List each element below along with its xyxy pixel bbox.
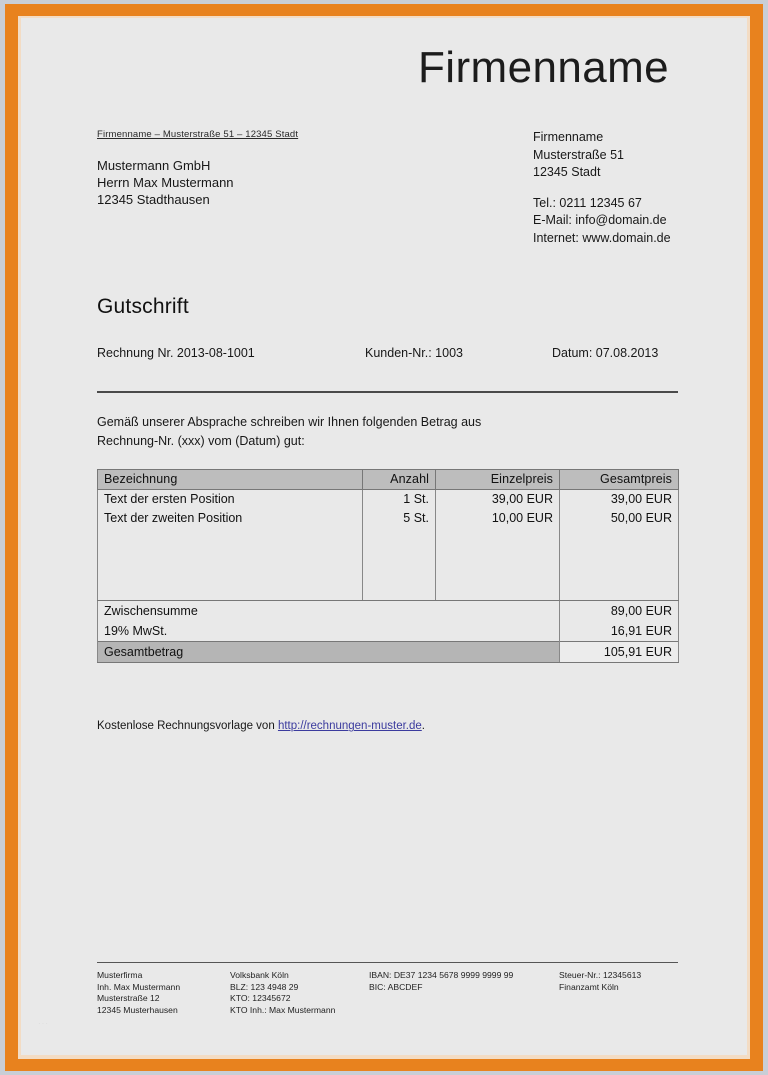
- grand-total-row: [98, 642, 679, 663]
- footer-bank-name: Volksbank Köln: [230, 970, 289, 980]
- footer-divider: [97, 962, 678, 963]
- footer-company-line-2: Inh. Max Mustermann: [97, 981, 181, 992]
- table-row: [98, 490, 679, 510]
- recipient-line-1: Mustermann GmbH: [97, 158, 211, 174]
- subtotal-label: Zwischensumme: [98, 601, 560, 621]
- company-website: Internet: www.domain.de: [533, 230, 671, 245]
- page-footer: [97, 962, 678, 1026]
- document-title: Gutschrift: [97, 295, 189, 319]
- table-empty-space: [98, 528, 679, 601]
- item-description: Text der zweiten Position: [98, 509, 363, 528]
- column-header-quantity: Anzahl: [363, 470, 436, 490]
- customer-number: Kunden-Nr.: 1003: [365, 346, 463, 361]
- company-city: 12345 Stadt: [533, 165, 601, 180]
- credit-prefix: Kostenlose Rechnungsvorlage von: [97, 720, 278, 733]
- footer-company-line-3: Musterstraße 12: [97, 993, 160, 1003]
- column-header-unit-price: Einzelpreis: [436, 470, 560, 490]
- item-total-price: 39,00 EUR: [560, 490, 679, 510]
- empty-cell-description: [98, 528, 363, 601]
- invoice-number: Rechnung Nr. 2013-08-1001: [97, 346, 255, 361]
- document-date: Datum: 07.08.2013: [552, 346, 659, 361]
- template-credit-line: [97, 720, 677, 732]
- table-header-row: [98, 470, 679, 490]
- footer-bank-holder: KTO Inh.: Max Mustermann: [230, 1004, 336, 1015]
- recipient-line-3: 12345 Stadthausen: [97, 192, 210, 208]
- table-row: [98, 509, 679, 528]
- item-total-price: 50,00 EUR: [560, 509, 679, 528]
- column-header-total-price: Gesamtpreis: [560, 470, 679, 490]
- document-sheet: [21, 18, 747, 1055]
- footer-company-column: [97, 970, 227, 1016]
- vat-row: [98, 621, 679, 642]
- item-quantity: 1 St.: [363, 490, 436, 510]
- empty-cell-total-price: [560, 528, 679, 601]
- company-contact-block: [533, 129, 747, 247]
- footer-company-line-4: 12345 Musterhausen: [97, 1004, 178, 1015]
- empty-cell-quantity: [363, 528, 436, 601]
- company-phone: Tel.: 0211 12345 67: [533, 195, 642, 210]
- empty-cell-unit-price: [436, 528, 560, 601]
- intro-line-2: Rechnung-Nr. (xxx) vom (Datum) gut:: [97, 434, 305, 449]
- credit-suffix: .: [421, 720, 425, 733]
- item-unit-price: 39,00 EUR: [436, 490, 560, 510]
- column-header-description: Bezeichnung: [98, 470, 363, 490]
- grand-total-label: Gesamtbetrag: [98, 642, 560, 663]
- document-meta-row: [97, 346, 677, 364]
- sender-return-line: Firmenname – Musterstraße 51 – 12345 Stadt: [97, 129, 299, 141]
- grand-total-value: 105,91 EUR: [560, 642, 679, 663]
- subtotal-row: [98, 601, 679, 621]
- scan-artifact: ···: [38, 1019, 49, 1028]
- footer-tax-column: [559, 970, 689, 993]
- totals-table: [97, 601, 679, 663]
- company-street: Musterstraße 51: [533, 147, 625, 162]
- company-email: E-Mail: info@domain.de: [533, 213, 667, 228]
- document-content: [97, 18, 677, 732]
- intro-line-1: Gemäß unserer Absprache schreiben wir Ihnen folgenden Betrag aus: [97, 415, 482, 430]
- item-quantity: 5 St.: [363, 509, 436, 528]
- intro-paragraph: [97, 413, 677, 451]
- header-divider: [97, 391, 678, 393]
- footer-iban-column: [369, 970, 559, 993]
- footer-company-line-1: Musterfirma: [97, 970, 143, 980]
- item-unit-price: 10,00 EUR: [436, 509, 560, 528]
- footer-iban: IBAN: DE37 1234 5678 9999 9999 99: [369, 970, 514, 980]
- footer-bic: BIC: ABCDEF: [369, 981, 423, 992]
- vat-label: 19% MwSt.: [98, 621, 560, 642]
- footer-bank-account: KTO: 12345672: [230, 993, 291, 1003]
- template-source-link[interactable]: http://rechnungen-muster.de: [277, 720, 422, 733]
- company-name: Firmenname: [533, 130, 604, 145]
- contact-spacer: [533, 182, 747, 195]
- company-masthead: Firmenname: [418, 43, 669, 92]
- footer-bank-blz: BLZ: 123 4948 29: [230, 981, 299, 992]
- footer-bank-column: [230, 970, 370, 1016]
- footer-tax-office: Finanzamt Köln: [559, 981, 619, 992]
- recipient-block: [97, 129, 427, 208]
- footer-tax-number: Steuer-Nr.: 12345613: [559, 970, 642, 980]
- line-items-table: [97, 469, 679, 601]
- vat-value: 16,91 EUR: [560, 621, 679, 642]
- footer-columns: [97, 970, 678, 1026]
- address-section: [97, 129, 677, 259]
- subtotal-value: 89,00 EUR: [560, 601, 679, 621]
- recipient-line-2: Herrn Max Mustermann: [97, 175, 234, 191]
- recipient-address: [97, 157, 427, 208]
- item-description: Text der ersten Position: [98, 490, 363, 510]
